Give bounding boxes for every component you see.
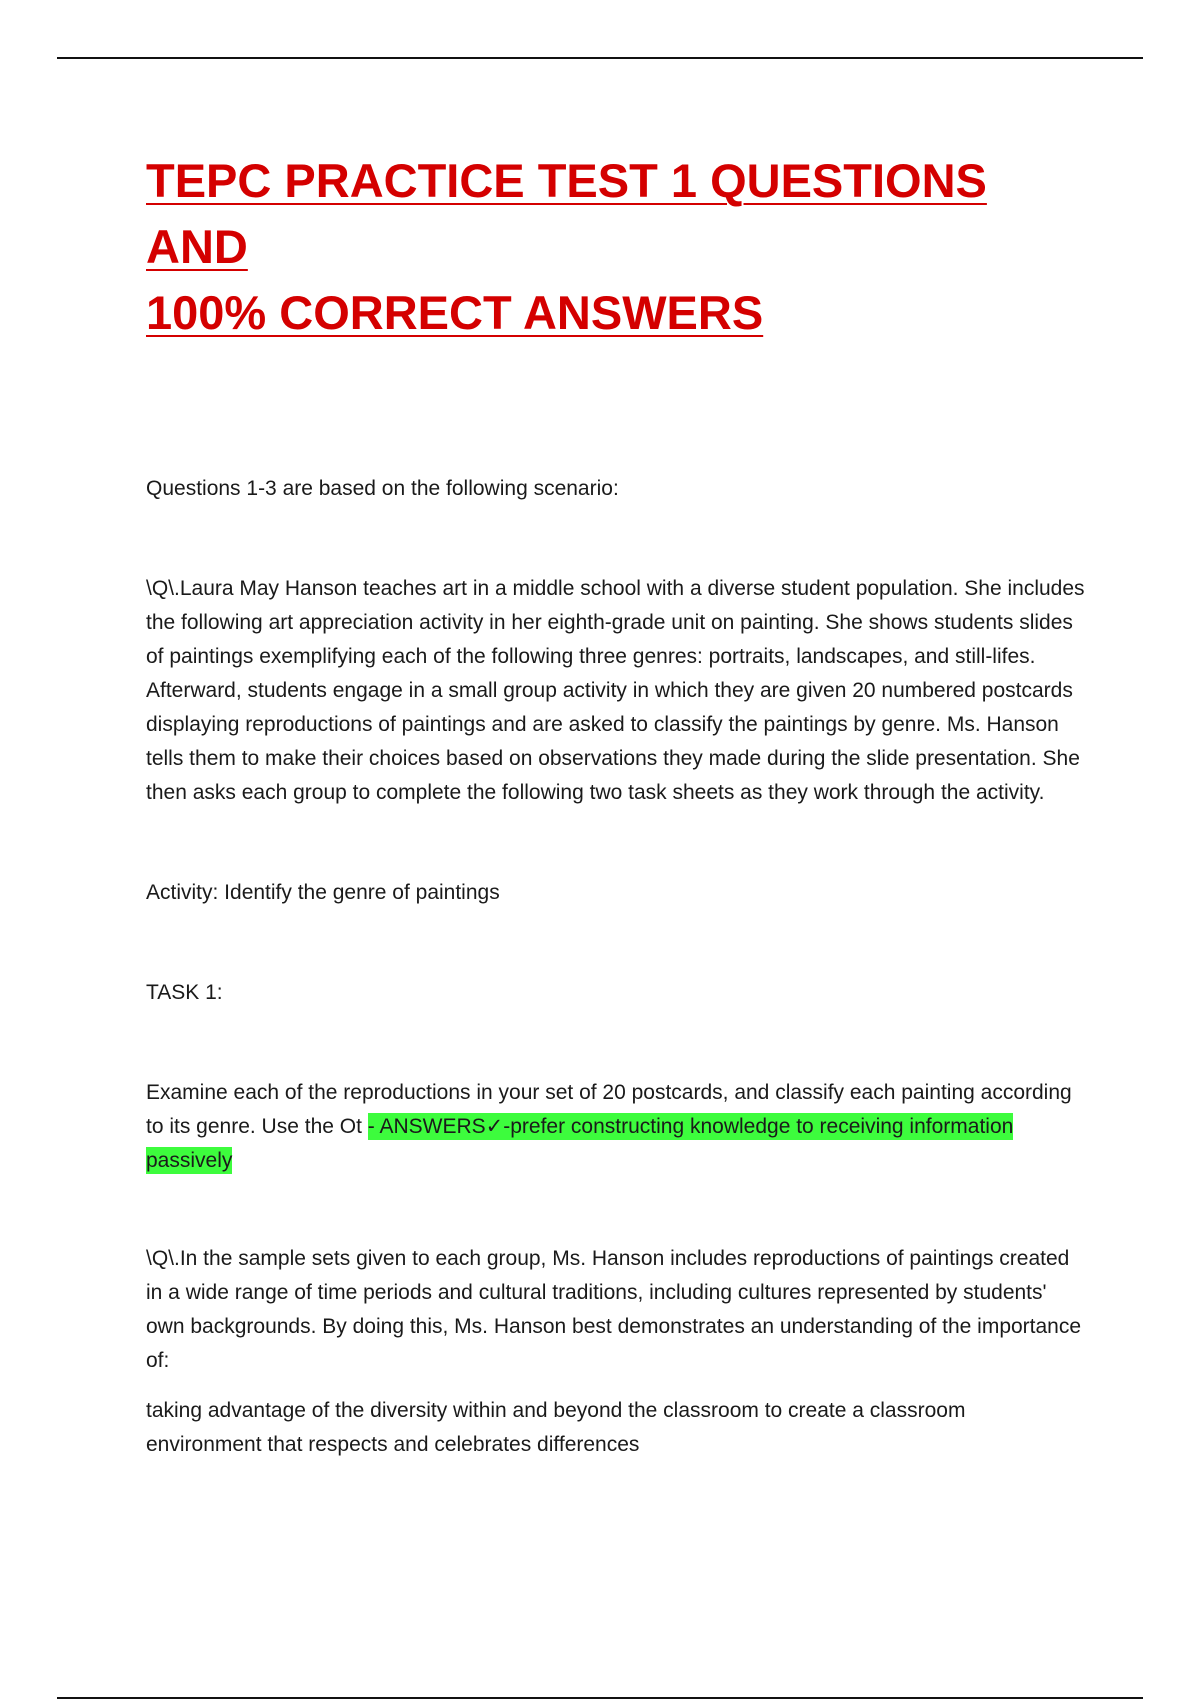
- document-body: [146, 148, 1086, 1462]
- answer-highlight: - ANSWERS✓-prefer constructing knowledge to receiving information passively: [146, 1115, 1014, 1172]
- document-title: [146, 148, 1086, 346]
- question-paragraph: \Q\.In the sample sets given to each group, Ms. Hanson includes reproductions of paintings created in a wide range of time periods and cultural traditions, including cultures represented by students' own backgrounds. By doing this, Ms. Hanson best demonstrates an understanding of the importance of:: [146, 1247, 1082, 1372]
- task-instructions: [146, 1076, 1086, 1178]
- title-line-2: 100% CORRECT ANSWERS: [146, 286, 764, 339]
- title-line-1: TEPC PRACTICE TEST 1 QUESTIONS AND: [146, 154, 987, 273]
- answer-paragraph: taking advantage of the diversity within and beyond the classroom to create a classroom environment that respects and celebrates differences: [146, 1399, 966, 1456]
- task-instructions-text: Examine each of the reproductions in your set of 20 postcards, and classify each painting according to its genre. Use the Ot: [146, 1081, 1072, 1138]
- task-label: TASK 1:: [146, 981, 223, 1004]
- scenario-paragraph: \Q\.Laura May Hanson teaches art in a middle school with a diverse student population. She includes the following art appreciation activity in her eighth-grade unit on painting. She shows students slides of paintings exemplifying each of the following three genres: portraits, landscapes, and still-lifes. Afterward, students engage in a small group activity in which they are given 20 numbered postcards displaying reproductions of paintings and are asked to classify the paintings by genre. Ms. Hanson tells them to make their choices based on observations they made during the slide presentation. She then asks each group to complete the following two task sheets as they work through the activity.: [146, 577, 1085, 804]
- activity-heading: Activity: Identify the genre of paintings: [146, 881, 500, 904]
- bottom-divider: [57, 1697, 1143, 1699]
- top-divider: [57, 57, 1143, 59]
- scenario-intro: Questions 1-3 are based on the following scenario:: [146, 477, 619, 500]
